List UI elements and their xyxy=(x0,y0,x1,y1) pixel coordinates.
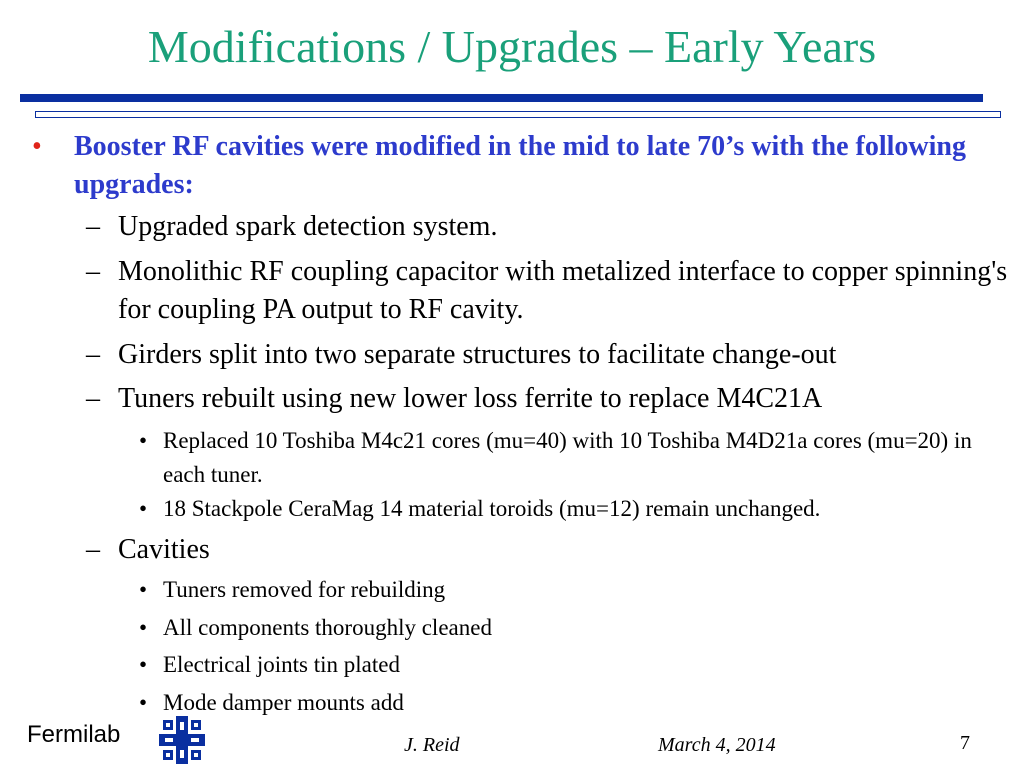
sub-item-marker: – xyxy=(86,383,100,414)
slide-title: Modifications / Upgrades – Early Years xyxy=(147,21,877,72)
subsub-item-marker: • xyxy=(139,577,148,602)
sub-item-coupling-capacitor: Monolithic RF coupling capacitor with metalized interface to copper spinning's for coupling PA output to RF cavity. xyxy=(118,256,1008,325)
title-rule-thick xyxy=(20,94,983,102)
page-number: 7 xyxy=(960,732,970,754)
subsub-item-mode-damper: Mode damper mounts add xyxy=(163,690,404,715)
subsub-item-toshiba-cores: Replaced 10 Toshiba M4c21 cores (mu=40) with 10 Toshiba M4D21a cores (mu=20) in each tuner. xyxy=(163,428,972,487)
subsub-item-components-cleaned: All components thoroughly cleaned xyxy=(163,615,492,640)
fermilab-logo-icon xyxy=(157,714,207,766)
sub-item-marker: – xyxy=(86,339,100,370)
subsub-item-marker: • xyxy=(139,652,148,677)
sub-item-tuners-rebuilt: Tuners rebuilt using new lower loss ferrite to replace M4C21A xyxy=(118,383,823,414)
title-rule-thin xyxy=(35,111,1001,118)
subsub-item-marker: • xyxy=(139,428,148,453)
subsub-item-stackpole-toroids: 18 Stackpole CeraMag 14 material toroids (mu=12) remain unchanged. xyxy=(163,496,821,521)
sub-item-cavities: Cavities xyxy=(118,534,210,565)
sub-item-marker: – xyxy=(86,256,100,287)
main-bullet-text: Booster RF cavities were modified in the mid to late 70’s with the following upgrades: xyxy=(74,131,967,200)
footer-date: March 4, 2014 xyxy=(658,734,776,756)
footer-author: J. Reid xyxy=(404,734,460,756)
main-bullet-marker: • xyxy=(32,131,42,162)
subsub-item-marker: • xyxy=(139,496,148,521)
sub-item-spark-detection: Upgraded spark detection system. xyxy=(118,211,498,242)
sub-item-marker: – xyxy=(86,534,100,565)
sub-item-marker: – xyxy=(86,211,100,242)
sub-item-girders: Girders split into two separate structures to facilitate change-out xyxy=(118,339,837,370)
subsub-item-marker: • xyxy=(139,615,148,640)
subsub-item-marker: • xyxy=(139,690,148,715)
subsub-item-tin-plated: Electrical joints tin plated xyxy=(163,652,400,677)
fermilab-wordmark: Fermilab xyxy=(27,721,121,748)
subsub-item-tuners-removed: Tuners removed for rebuilding xyxy=(163,577,446,602)
